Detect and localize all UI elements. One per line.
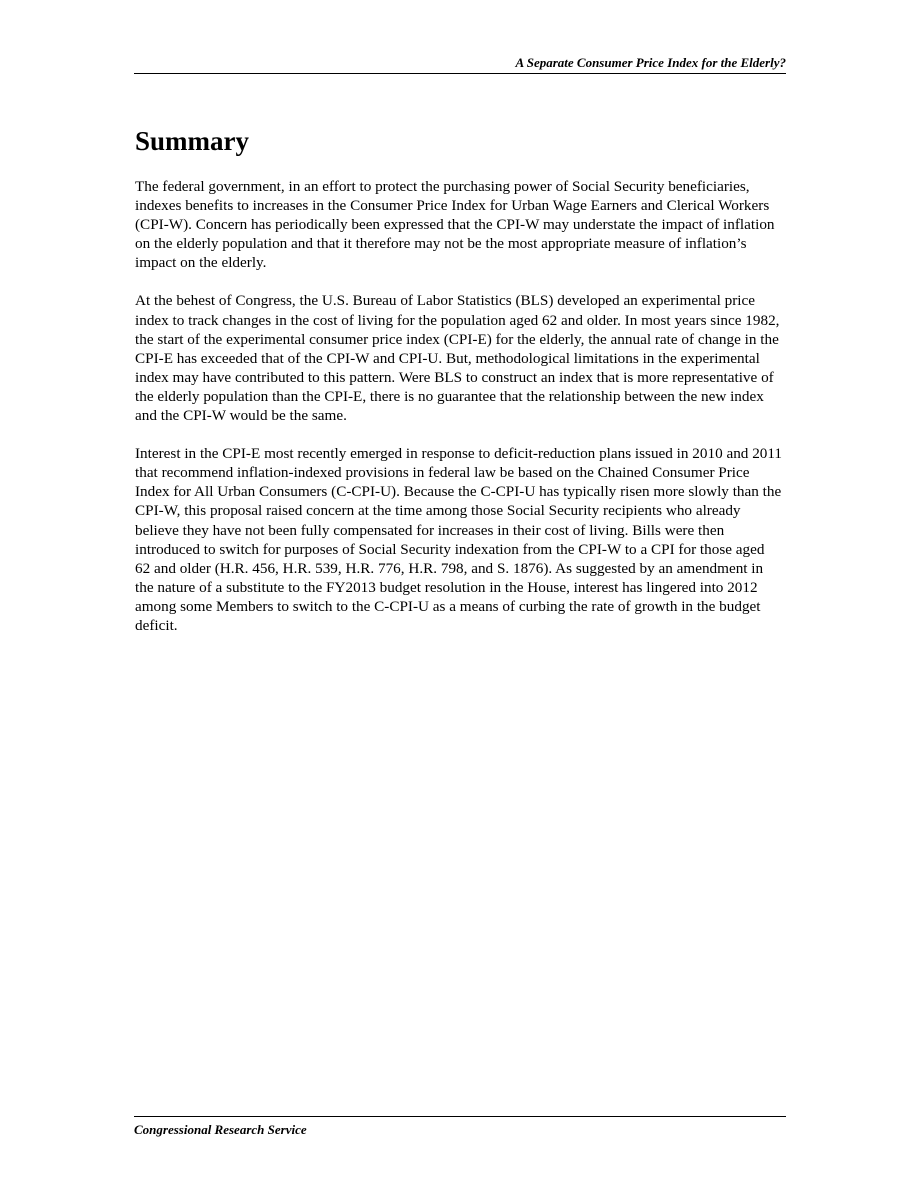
paragraph-2: At the behest of Congress, the U.S. Bureau of Labor Statistics (BLS) developed an experimental price index to track changes in the cost of living for the population aged 62 and older. In most years since 1982, the start of the experimental consumer price index (CPI-E) for the elderly, the annual rate of change in the CPI-E has exceeded that of the CPI-W and CPI-U. But, methodological limitations in the experimental index may have contributed to this pattern. Were BLS to construct an index that is more representative of the elderly population than the CPI-E, there is no guarantee that the relationship between the new index and the CPI-W would be the same. <box>135 292 780 425</box>
summary-body <box>135 177 783 654</box>
running-footer: Congressional Research Service <box>134 1116 786 1139</box>
running-header: A Separate Consumer Price Index for the Elderly? <box>134 54 786 74</box>
paragraph-3: Interest in the CPI-E most recently emerged in response to deficit-reduction plans issued in 2010 and 2011 that recommend inflation-indexed provisions in federal law be based on the Chained Consumer Price Index for All Urban Consumers (C-CPI-U). Because the C-CPI-U has typically risen more slowly than the CPI-W, this proposal raised concern at the time among those Social Security recipients who already believe they have not been fully compensated for increases in their cost of living. Bills were then introduced to switch for purposes of Social Security indexation from the CPI-W to a CPI for those aged 62 and older (H.R. 456, H.R. 539, H.R. 776, H.R. 798, and S. 1876). As suggested by an amendment in the nature of a substitute to the FY2013 budget resolution in the House, interest has lingered into 2012 among some Members to switch to the C-CPI-U as a means of curbing the rate of growth in the budget deficit. <box>135 445 783 634</box>
paragraph-1: The federal government, in an effort to protect the purchasing power of Social Security beneficiaries, indexes benefits to increases in the Consumer Price Index for Urban Wage Earners and Clerical Workers (CPI-W). Concern has periodically been expressed that the CPI-W may understate the impact of inflation on the elderly population and that it therefore may not be the most appropriate measure of inflation’s impact on the elderly. <box>135 178 775 272</box>
page-title: Summary <box>135 126 249 156</box>
